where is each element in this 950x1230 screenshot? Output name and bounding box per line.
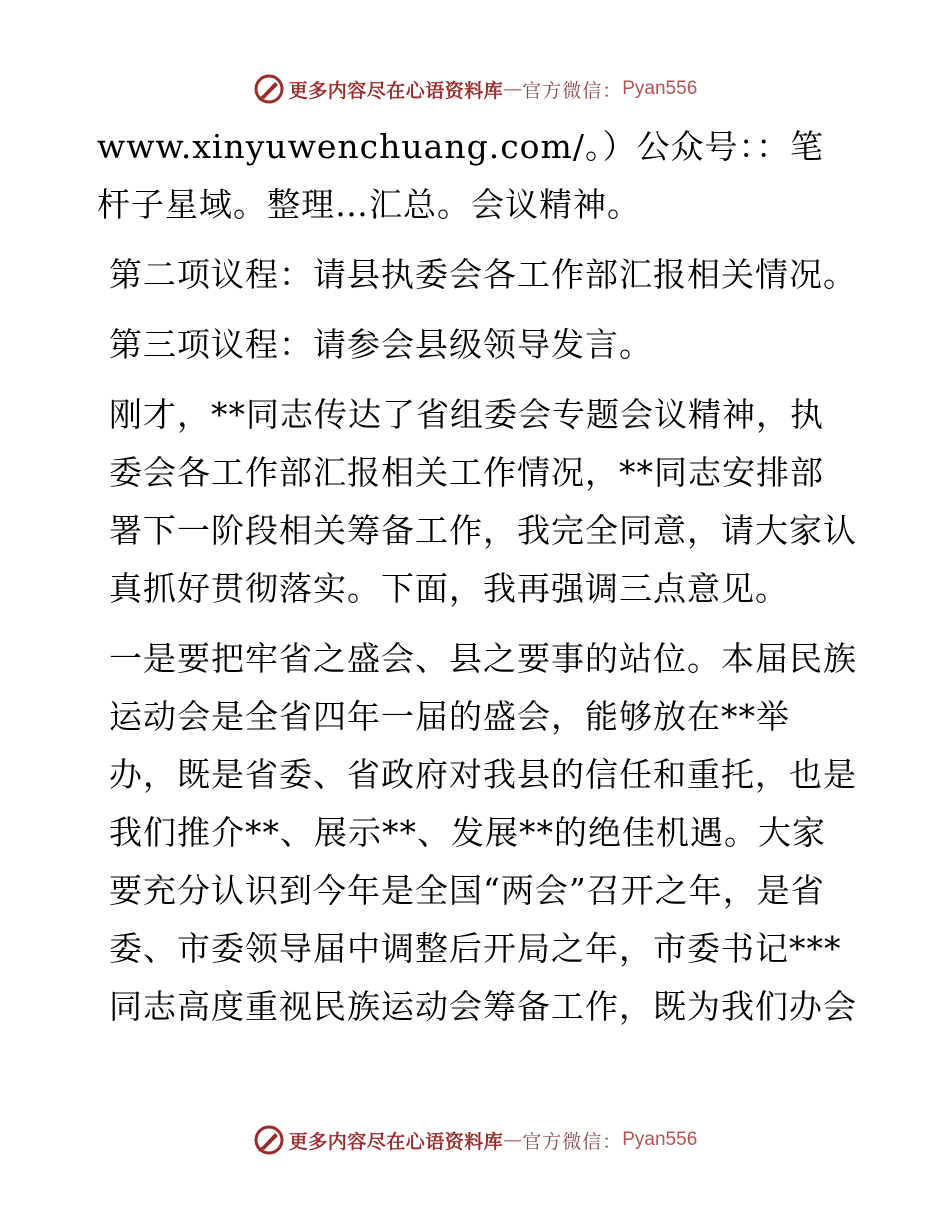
paragraph-agenda-item-2: 第二项议程：请县执委会各工作部汇报相关情况。 bbox=[109, 255, 857, 294]
quill-logo-icon bbox=[253, 73, 285, 105]
banner-dash: — bbox=[503, 78, 523, 100]
banner-official-label: 官方微信： bbox=[522, 79, 623, 102]
paragraph-point-one: 一是要把牢省之盛会、县之要事的站位。本届民族运动会是全省四年一届的盛会，能够放在**举办，既是省委、省政府对我县的信任和重托，也是我们推介**、展示**、发展**的绝佳机遇。大家要充分认识到今年是全国“两会”召开之年，是省委、市委领导届中调整后开局之年，市委书记***同志高度重视民族运动会筹备工作，既为我们办会 bbox=[109, 639, 857, 1026]
banner-brand-text: 更多内容尽在心语资料库 bbox=[288, 1130, 504, 1153]
banner-brand-text: 更多内容尽在心语资料库 bbox=[288, 79, 504, 102]
quill-logo-icon bbox=[253, 1124, 285, 1156]
banner-dash: — bbox=[503, 1129, 523, 1151]
footer-banner bbox=[0, 1123, 950, 1157]
document-body bbox=[97, 118, 857, 1048]
header-banner bbox=[0, 72, 950, 106]
banner-official-label: 官方微信： bbox=[522, 1130, 623, 1153]
paragraph-agenda-item-3: 第三项议程：请参会县级领导发言。 bbox=[109, 325, 653, 364]
banner-wechat-id: Pyan556 bbox=[622, 1129, 698, 1150]
paragraph-website-note: www.xinyuwenchuang.com/。）公众号：：笔杆子星域。整理…汇总。会议精神。 bbox=[97, 127, 824, 224]
banner-wechat-id: Pyan556 bbox=[622, 78, 698, 99]
paragraph-summary: 刚才，**同志传达了省组委会专题会议精神，执委会各工作部汇报相关工作情况，**同志安排部署下一阶段相关筹备工作，我完全同意，请大家认真抓好贯彻落实。下面，我再强调三点意见。 bbox=[109, 395, 857, 608]
